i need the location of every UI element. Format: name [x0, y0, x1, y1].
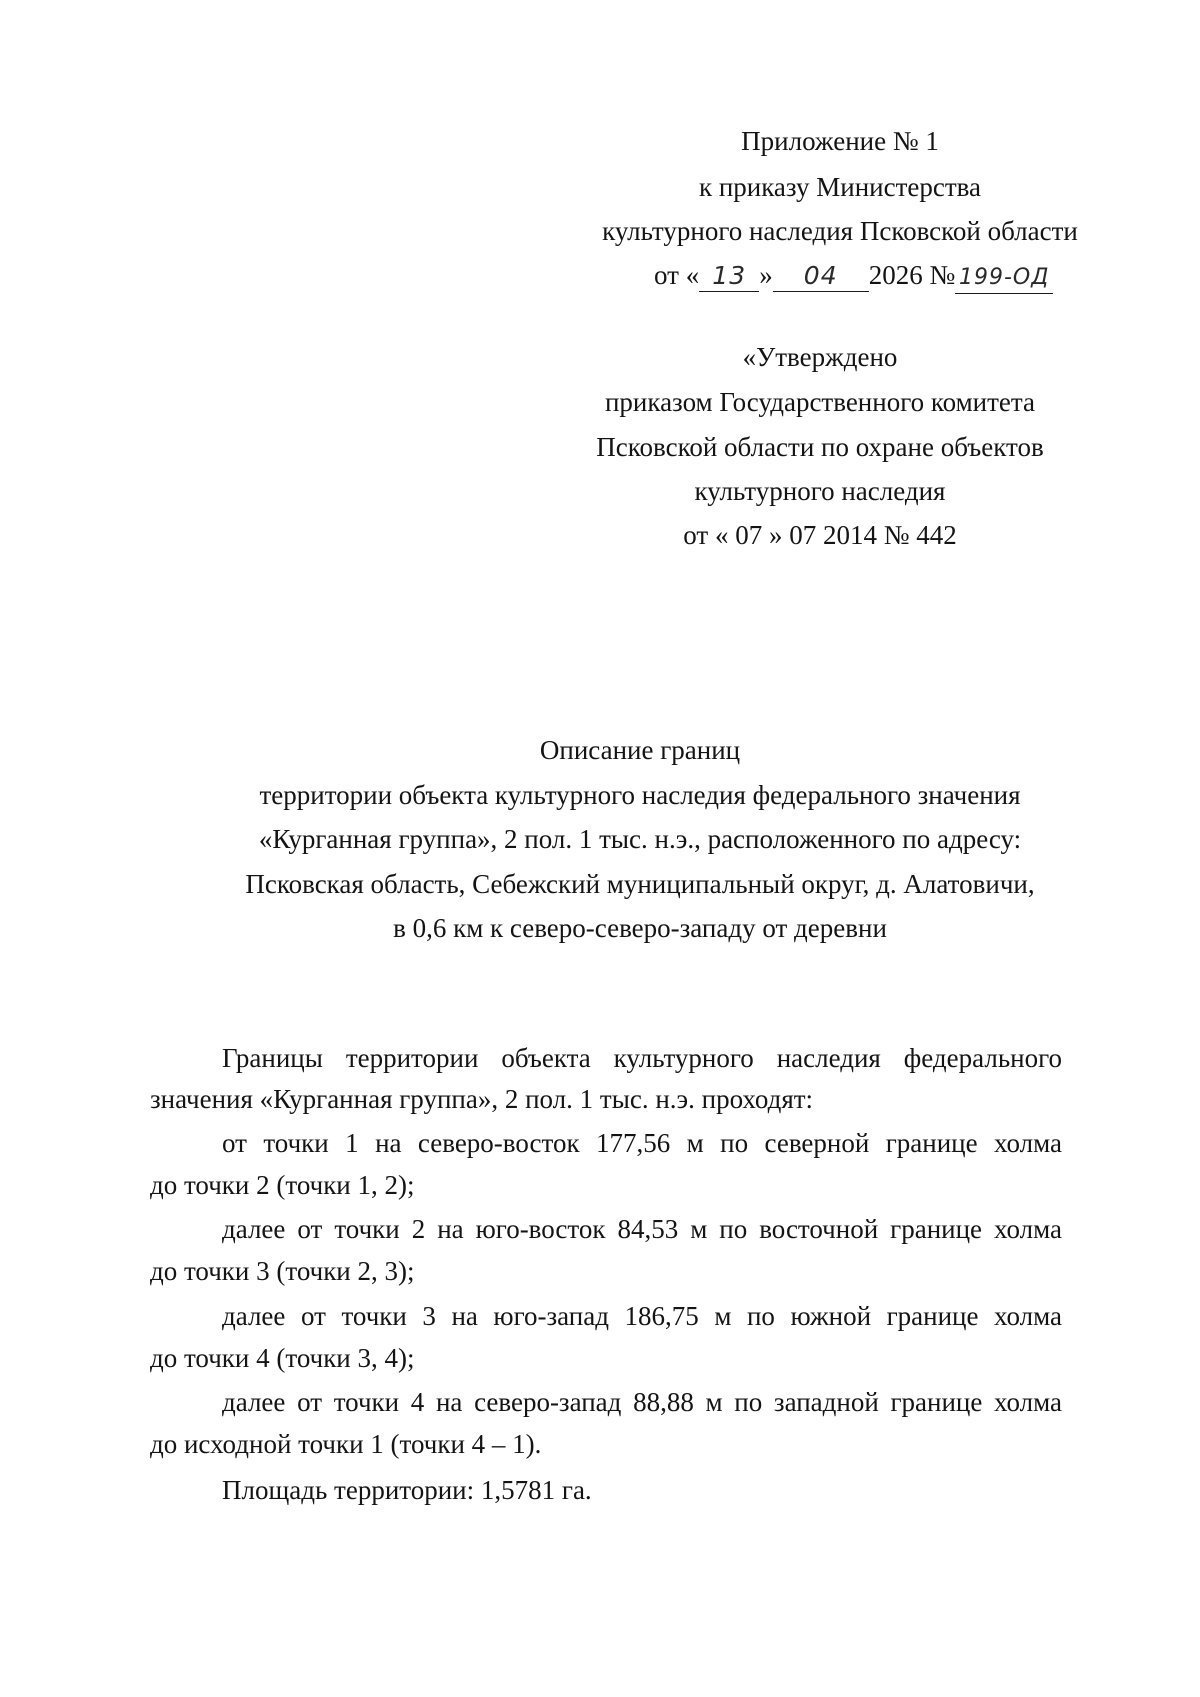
- paragraph-3-line-2: до точки 3 (точки 2, 3);: [150, 1256, 415, 1286]
- paragraph-2-line-2: до точки 2 (точки 1, 2);: [150, 1170, 415, 1200]
- paragraph-1-line-1: Границы территории объекта культурного наследия федерального: [222, 1043, 1062, 1073]
- appendix-title: Приложение № 1: [741, 126, 939, 156]
- area-line: Площадь территории: 1,5781 га.: [222, 1475, 592, 1505]
- paragraph-5-line-1: далее от точки 4 на северо-запад 88,88 м по западной границе холма: [222, 1387, 1062, 1417]
- appendix-order-line: к приказу Министерства: [698, 172, 982, 202]
- appendix-date-line: [654, 258, 1053, 294]
- paragraph-4-line-2: до точки 4 (точки 3, 4);: [150, 1343, 415, 1373]
- title-line-3: «Курганная группа», 2 пол. 1 тыс. н.э., расположенного по адресу:: [258, 824, 1022, 854]
- date-year: 2026: [868, 260, 923, 290]
- number-sign: №: [929, 260, 956, 290]
- title-line-4: Псковская область, Себежский муниципальный округ, д. Алатовичи,: [245, 869, 1035, 899]
- paragraph-1-line-2: значения «Курганная группа», 2 пол. 1 тыс. н.э. проходят:: [150, 1084, 814, 1114]
- date-quote-close: »: [759, 260, 773, 290]
- paragraph-4-line-1: далее от точки 3 на юго-запад 186,75 м по южной границе холма: [222, 1301, 1062, 1331]
- approved-heading: «Утверждено: [742, 342, 898, 372]
- handwritten-number: 199-ОД: [955, 263, 1053, 294]
- paragraph-2-line-1: от точки 1 на северо-восток 177,56 м по северной границе холма: [222, 1128, 1062, 1158]
- date-prefix: от «: [654, 260, 700, 290]
- title-line-5: в 0,6 км к северо-северо-западу от деревни: [393, 913, 887, 943]
- handwritten-month: 04: [773, 261, 869, 292]
- document-title: Описание границ: [539, 735, 741, 765]
- approved-region-line: Псковской области по охране объектов: [596, 432, 1044, 462]
- approved-heritage-line: культурного наследия: [694, 476, 946, 506]
- appendix-ministry-line: культурного наследия Псковской области: [602, 216, 1078, 246]
- paragraph-5-line-2: до исходной точки 1 (точки 4 – 1).: [150, 1429, 542, 1459]
- title-line-2: территории объекта культурного наследия федерального значения: [259, 780, 1021, 810]
- handwritten-day: 13: [699, 261, 759, 292]
- approved-committee-line: приказом Государственного комитета: [604, 387, 1036, 417]
- approved-date-line: от « 07 » 07 2014 № 442: [683, 520, 957, 550]
- paragraph-3-line-1: далее от точки 2 на юго-восток 84,53 м по восточной границе холма: [222, 1214, 1062, 1244]
